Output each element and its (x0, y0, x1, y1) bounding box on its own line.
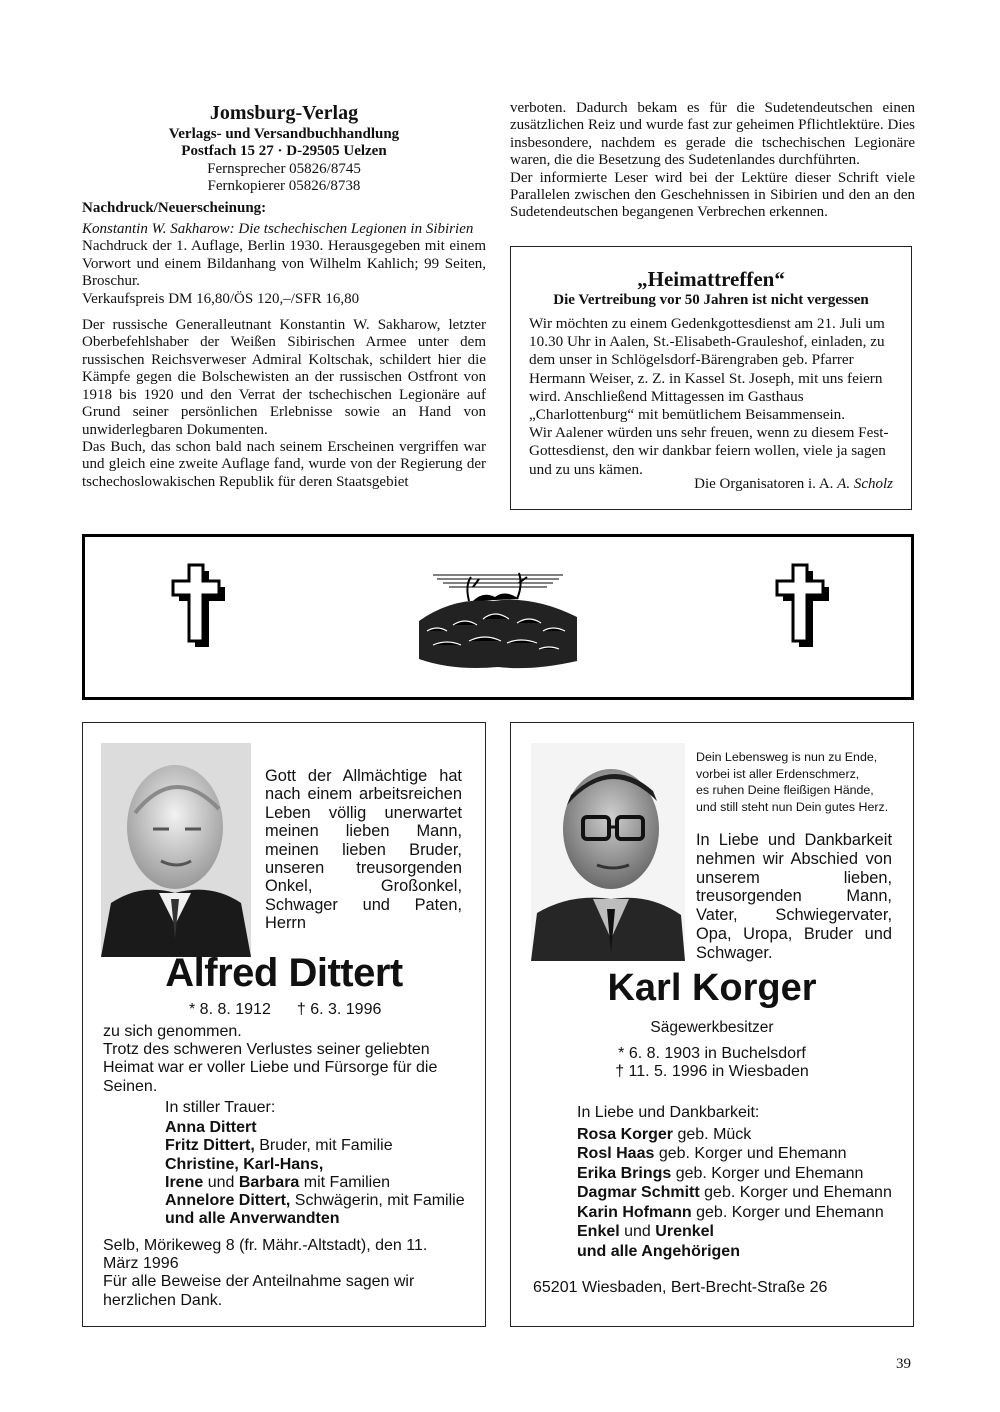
obituary-korger (510, 722, 914, 1327)
book-description: Der russische Generalleutnant Konstantin W. Sakharow, letzter Oberbefehlshaber der Weißen Sibirischen Armee unter dem russischen Reichsverweser Admiral Koltschak, schildert hier die Kämpfe gegen die Bolschewisten an der russischen Ostfront von 1918 bis 1920 und den Verrat der tschechischen Legionäre auf Grund seiner persönlichen Erlebnisse sowie an Hand von unwiderlegbaren Dokumenten. (82, 317, 486, 438)
mourner-name: Rosl Haas (577, 1145, 655, 1162)
book-history: Das Buch, das schon bald nach seinem Erscheinen vergriffen war und gleich eine zweite Auflage fand, wurde von der Regierung der tschechoslowakischen Republik für deren Staatsgebiet (82, 438, 486, 490)
mourner-relation: geb. Korger und Ehemann (699, 1184, 892, 1201)
mourners-heading: In Liebe und Dankbarkeit: (577, 1104, 760, 1121)
mourner-name: Annelore Dittert, (165, 1192, 291, 1210)
heimattreffen-invitation: Wir möchten zu einem Gedenkgottesdienst am 21. Juli um 10.30 Uhr in Aalen, St.-Elisabeth-Grauleshof, einladen, zu dem unser in Schlögelsdorf-Bärengraben geb. Pfarrer Hermann Weiser, z. Z. in Kassel St. Joseph, mit uns feiern wird. Anschließend Mittagessen im Gasthaus „Charlottenburg“ mit bemütlichem Beisammensein. (529, 315, 885, 424)
portrait-photo (531, 743, 685, 961)
publisher-name: Jomsburg-Verlag (209, 102, 359, 124)
mourner-relation: geb. Korger und Ehemann (691, 1203, 884, 1221)
mourner-relation: geb. Mück (673, 1125, 752, 1143)
mourner-item (577, 1125, 903, 1145)
closing-line1: zu sich genommen. (103, 1023, 242, 1040)
verse-line: es ruhen Deine fleißigen Hände, (696, 783, 874, 798)
mourner-relation: Schwägerin, mit Familie (290, 1192, 465, 1210)
mourner-item (577, 1222, 903, 1242)
place-date: Selb, Mörikeweg 8 (fr. Mähr.-Altstadt), den 11. März 1996 (103, 1237, 428, 1273)
heimattreffen-subtitle: Die Vertreibung vor 50 Jahren ist nicht vergessen (553, 292, 869, 308)
mourner-name: Rosa Korger (577, 1125, 674, 1143)
life-dates (511, 1045, 913, 1081)
heimattreffen-notice (510, 246, 912, 510)
heimattreffen-body (529, 315, 893, 479)
mourner-relation: geb. Korger und Ehemann (671, 1164, 864, 1182)
dittert-footer (103, 1237, 465, 1310)
mourner-name: Karin Hofmann (577, 1203, 692, 1221)
mourner-item (165, 1137, 475, 1155)
mourner-conj: und (203, 1173, 239, 1191)
mourner-item (165, 1192, 475, 1210)
mourner-conj: und (619, 1223, 656, 1240)
publisher-line2: Postfach 15 27 · D-29505 Uelzen (181, 143, 387, 160)
mourner-item (577, 1164, 903, 1184)
article-continuation (510, 100, 915, 222)
occupation: Sägewerkbesitzer (650, 1019, 774, 1036)
death-date: † 6. 3. 1996 (296, 1001, 382, 1018)
birth-date: * 8. 8. 1912 (189, 1001, 271, 1018)
landscape-engraving (413, 561, 583, 671)
mourning-address: 65201 Wiesbaden, Bert-Brecht-Straße 26 (533, 1279, 828, 1296)
book-edition: Nachdruck der 1. Auflage, Berlin 1930. Herausgegeben mit einem Vorwort und einem Bildanhang von Wilhelm Kahlich; 99 Seiten, Broschur. (82, 238, 486, 290)
mourner-name: Urenkel (655, 1223, 714, 1240)
heimattreffen-title: „Heimattreffen“ (637, 267, 785, 291)
deceased-name: Alfred Dittert (165, 951, 403, 995)
mourner-relation: geb. Korger und Ehemann (654, 1145, 847, 1162)
closing-line2: Trotz des schweren Verlustes seiner geliebten Heimat war er voller Liebe und Fürsorge für die Seinen. (103, 1041, 438, 1095)
continuation-para1: verboten. Dadurch bekam es für die Sudetendeutschen einen zusätzlichen Reiz und wurde fast zur geheimen Pflichtlektüre. Dies insbesondere, nachdem es gerade die tschechischen Legionäre waren, die die Besetzung des Sudetenlandes durchführten. (510, 100, 915, 169)
mourner-item: und alle Angehörigen (577, 1242, 740, 1260)
mourner-item: Christine, Karl-Hans, (165, 1155, 324, 1173)
birth-date: * 6. 8. 1903 in Buchelsdorf (618, 1045, 806, 1062)
mourner-item (577, 1183, 903, 1203)
book-price: Verkaufspreis DM 16,80/ÖS 120,–/SFR 16,80 (82, 290, 360, 307)
memorial-banner (82, 534, 914, 700)
verse-line: und still steht nun Dein gutes Herz. (696, 799, 889, 814)
obituary-dittert (82, 722, 486, 1327)
mourner-item (165, 1174, 475, 1192)
publisher-notice (82, 100, 486, 491)
portrait-photo (101, 743, 251, 957)
deceased-name: Karl Korger (607, 967, 817, 1009)
publisher-fax: Fernkopierer 05826/8738 (207, 178, 361, 195)
publisher-line1: Verlags- und Versandbuchhandlung (168, 126, 400, 142)
dittert-closing (103, 1023, 465, 1096)
thanks: Für alle Beweise der Anteilnahme sagen wir herzlichen Dank. (103, 1273, 415, 1309)
mourner-item: und alle Anverwandten (165, 1210, 340, 1228)
continuation-para2: Der informierte Leser wird bei der Lektüre dieser Schrift viele Parallelen zwischen den Geschehnissen in Sibirien und den an den Sudetendeutschen begangenen Verbrechen erkennen. (510, 169, 915, 221)
memorial-verse (696, 749, 901, 815)
mourner-name: Erika Brings (577, 1164, 672, 1182)
mourners-list (577, 1103, 903, 1261)
mourners-heading: In stiller Trauer: (165, 1099, 276, 1116)
mourner-item (577, 1203, 903, 1223)
signature-prefix: Die Organisatoren i. A. (694, 476, 834, 492)
mourner-item: Anna Dittert (165, 1119, 257, 1137)
signature-name: A. Scholz (837, 476, 893, 492)
mourners-list (165, 1099, 475, 1228)
mourner-name: Dagmar Schmitt (577, 1184, 700, 1201)
mourner-item (577, 1144, 903, 1164)
mourner-relation: mit Familien (299, 1173, 391, 1191)
mourner-name: Irene (165, 1173, 204, 1191)
reprint-heading: Nachdruck/Neuerscheinung: (82, 199, 267, 216)
death-date: † 11. 5. 1996 in Wiesbaden (615, 1063, 809, 1081)
dittert-intro: Gott der Allmächtige hat nach einem arbeitsreichen Leben völlig unerwartet meinen lieben Mann, meinen lieben Bruder, unseren treusorgenden Onkel, Großonkel, Schwager und Paten, Herrn (265, 767, 462, 933)
mourner-name: Fritz Dittert, (165, 1137, 255, 1155)
life-dates (189, 1001, 407, 1019)
book-title: Konstantin W. Sakharow: Die tschechischen Legionen in Sibirien (82, 221, 474, 238)
mourner-name: Barbara (238, 1173, 300, 1191)
verse-line: vorbei ist aller Erdenschmerz, (696, 766, 860, 781)
heimattreffen-signature (694, 476, 893, 493)
cross-icon (169, 559, 229, 659)
cross-icon (773, 559, 833, 659)
verse-line: Dein Lebensweg is nun zu Ende, (696, 750, 878, 764)
publisher-phone: Fernsprecher 05826/8745 (207, 160, 361, 177)
page-number: 39 (896, 1356, 911, 1372)
korger-intro: In Liebe und Dankbarkeit nehmen wir Abschied von unserem lieben, treusorgenden Mann, Vater, Schwiegervater, Opa, Uropa, Bruder und Schwager. (696, 831, 892, 962)
mourner-name: Enkel (577, 1223, 620, 1240)
mourner-relation: Bruder, mit Familie (254, 1137, 393, 1155)
heimattreffen-appeal: Wir Aalener würden uns sehr freuen, wenn zu diesem Fest-Gottesdienst, den wir dankbar feiern wollen, viele ja sagen und zu uns kämen. (529, 424, 889, 478)
